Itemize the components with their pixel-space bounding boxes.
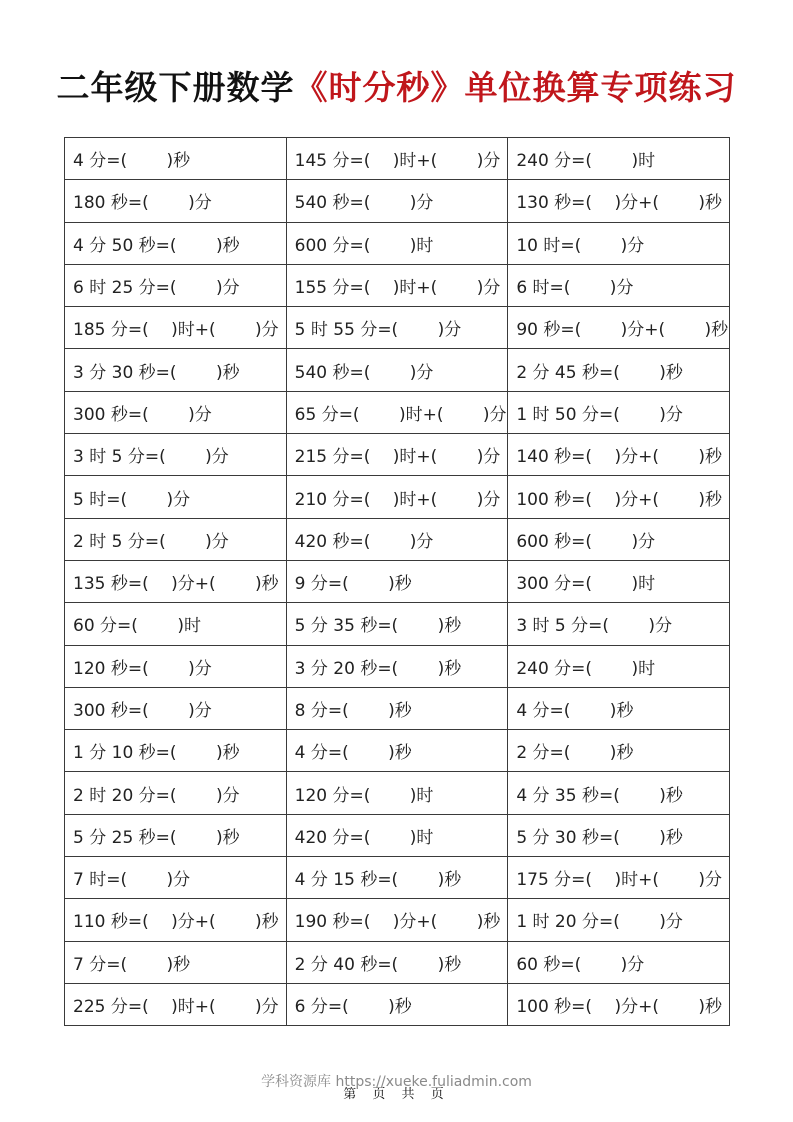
table-row bbox=[65, 899, 730, 941]
exercise-cell: 540 秒=( )分 bbox=[286, 349, 508, 391]
watermark-text: 学科资源库 https://xueke.fuliadmin.com bbox=[261, 1074, 532, 1090]
table-row bbox=[65, 941, 730, 983]
exercise-cell: 300 分=( )时 bbox=[508, 560, 730, 602]
exercise-cell: 7 分=( )秒 bbox=[65, 941, 287, 983]
table-row bbox=[65, 603, 730, 645]
exercise-cell: 2 时 5 分=( )分 bbox=[65, 518, 287, 560]
exercise-cell: 6 分=( )秒 bbox=[286, 983, 508, 1025]
exercise-cell: 1 时 50 分=( )分 bbox=[508, 391, 730, 433]
table-row bbox=[65, 730, 730, 772]
exercise-cell: 4 分 50 秒=( )秒 bbox=[65, 222, 287, 264]
exercise-cell: 4 分=( )秒 bbox=[508, 687, 730, 729]
exercise-cell: 600 分=( )时 bbox=[286, 222, 508, 264]
exercise-cell: 5 分 25 秒=( )秒 bbox=[65, 814, 287, 856]
title-highlight: 《时分秒》单位换算专项练习 bbox=[294, 68, 737, 107]
exercise-cell: 60 分=( )时 bbox=[65, 603, 287, 645]
title-prefix: 二年级下册数学 bbox=[56, 68, 295, 107]
exercise-cell: 145 分=( )时+( )分 bbox=[286, 138, 508, 180]
table-row bbox=[65, 434, 730, 476]
exercise-cell: 120 秒=( )分 bbox=[65, 645, 287, 687]
exercise-cell: 2 分 45 秒=( )秒 bbox=[508, 349, 730, 391]
exercise-cell: 225 分=( )时+( )分 bbox=[65, 983, 287, 1025]
exercise-cell: 5 分 35 秒=( )秒 bbox=[286, 603, 508, 645]
exercise-cell: 140 秒=( )分+( )秒 bbox=[508, 434, 730, 476]
table-row bbox=[65, 349, 730, 391]
table-row bbox=[65, 857, 730, 899]
exercise-cell: 65 分=( )时+( )分 bbox=[286, 391, 508, 433]
table-row bbox=[65, 391, 730, 433]
exercise-cell: 2 分 40 秒=( )秒 bbox=[286, 941, 508, 983]
table-row bbox=[65, 264, 730, 306]
exercise-cell: 4 分=( )秒 bbox=[286, 730, 508, 772]
exercise-cell: 4 分 35 秒=( )秒 bbox=[508, 772, 730, 814]
exercise-cell: 600 秒=( )分 bbox=[508, 518, 730, 560]
exercise-cell: 190 秒=( )分+( )秒 bbox=[286, 899, 508, 941]
exercise-cell: 1 时 20 分=( )分 bbox=[508, 899, 730, 941]
exercise-cell: 240 分=( )时 bbox=[508, 138, 730, 180]
exercise-cell: 6 时=( )分 bbox=[508, 264, 730, 306]
exercise-cell: 100 秒=( )分+( )秒 bbox=[508, 476, 730, 518]
exercise-cell: 4 分 15 秒=( )秒 bbox=[286, 857, 508, 899]
exercise-cell: 300 秒=( )分 bbox=[65, 391, 287, 433]
exercise-cell: 6 时 25 分=( )分 bbox=[65, 264, 287, 306]
exercise-cell: 60 秒=( )分 bbox=[508, 941, 730, 983]
exercise-cell: 540 秒=( )分 bbox=[286, 180, 508, 222]
exercise-cell: 3 时 5 分=( )分 bbox=[508, 603, 730, 645]
exercise-cell: 420 分=( )时 bbox=[286, 814, 508, 856]
exercise-cell: 210 分=( )时+( )分 bbox=[286, 476, 508, 518]
exercise-cell: 90 秒=( )分+( )秒 bbox=[508, 307, 730, 349]
table-row bbox=[65, 687, 730, 729]
exercise-cell: 8 分=( )秒 bbox=[286, 687, 508, 729]
exercise-cell: 300 秒=( )分 bbox=[65, 687, 287, 729]
exercise-cell: 5 时 55 分=( )分 bbox=[286, 307, 508, 349]
table-row bbox=[65, 180, 730, 222]
exercise-cell: 3 分 30 秒=( )秒 bbox=[65, 349, 287, 391]
exercise-cell: 180 秒=( )分 bbox=[65, 180, 287, 222]
exercise-cell: 10 时=( )分 bbox=[508, 222, 730, 264]
exercise-cell: 2 分=( )秒 bbox=[508, 730, 730, 772]
exercise-cell: 135 秒=( )分+( )秒 bbox=[65, 560, 287, 602]
exercise-cell: 4 分=( )秒 bbox=[65, 138, 287, 180]
table-row bbox=[65, 307, 730, 349]
exercise-cell: 175 分=( )时+( )分 bbox=[508, 857, 730, 899]
exercise-cell: 420 秒=( )分 bbox=[286, 518, 508, 560]
exercise-cell: 2 时 20 分=( )分 bbox=[65, 772, 287, 814]
table-row bbox=[65, 518, 730, 560]
exercise-cell: 215 分=( )时+( )分 bbox=[286, 434, 508, 476]
exercise-cell: 7 时=( )分 bbox=[65, 857, 287, 899]
page-number-label: 第 页 共 页 bbox=[343, 1087, 450, 1102]
exercise-cell: 5 时=( )分 bbox=[65, 476, 287, 518]
exercise-cell: 155 分=( )时+( )分 bbox=[286, 264, 508, 306]
table-row bbox=[65, 983, 730, 1025]
exercise-cell: 100 秒=( )分+( )秒 bbox=[508, 983, 730, 1025]
exercise-table bbox=[64, 137, 730, 1026]
worksheet-title bbox=[0, 62, 793, 109]
exercise-cell: 120 分=( )时 bbox=[286, 772, 508, 814]
exercise-cell: 110 秒=( )分+( )秒 bbox=[65, 899, 287, 941]
exercise-cell: 9 分=( )秒 bbox=[286, 560, 508, 602]
exercise-cell: 1 分 10 秒=( )秒 bbox=[65, 730, 287, 772]
table-row bbox=[65, 814, 730, 856]
exercise-cell: 185 分=( )时+( )分 bbox=[65, 307, 287, 349]
table-row bbox=[65, 222, 730, 264]
exercise-cell: 240 分=( )时 bbox=[508, 645, 730, 687]
table-row bbox=[65, 476, 730, 518]
exercise-cell: 5 分 30 秒=( )秒 bbox=[508, 814, 730, 856]
table-row bbox=[65, 645, 730, 687]
exercise-cell: 3 时 5 分=( )分 bbox=[65, 434, 287, 476]
table-row bbox=[65, 560, 730, 602]
table-row bbox=[65, 772, 730, 814]
exercise-cell: 3 分 20 秒=( )秒 bbox=[286, 645, 508, 687]
table-row bbox=[65, 138, 730, 180]
exercise-cell: 130 秒=( )分+( )秒 bbox=[508, 180, 730, 222]
